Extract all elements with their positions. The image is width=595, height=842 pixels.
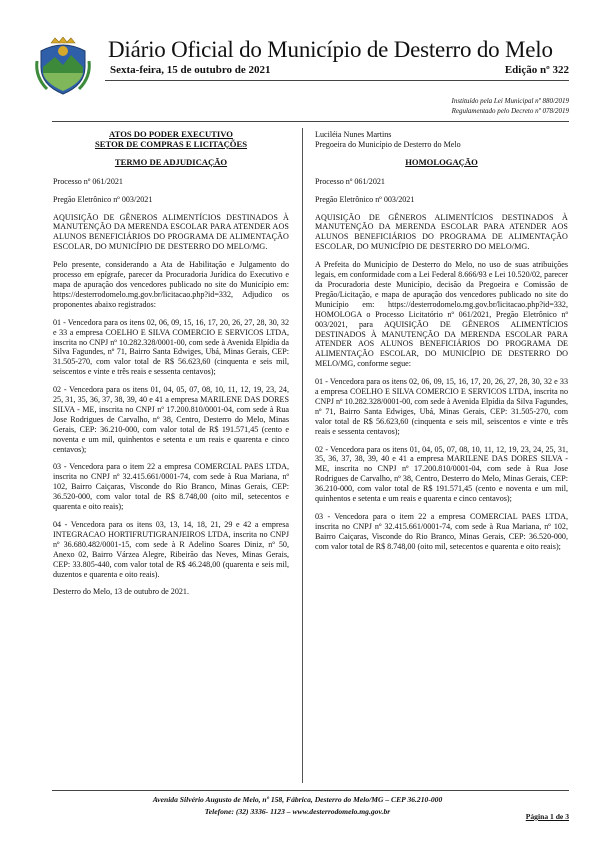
header-rule (105, 80, 569, 81)
signer-name: Luciléia Nunes Martins (315, 130, 392, 139)
intro-paragraph: Pelo presente, considerando a Ata de Habilitação e Julgamento do processo em epígrafe, parecer da Procuradoria Jurídica do Executivo e mapa de apuração dos vencedores publicado no site do Município em: https://desterrodomelo.mg.gov.br/licitacao.php?id=332, Adjudico os proponentes abaixo registrados: (53, 260, 289, 309)
award-item: 03 - Vencedora para o item 22 a empresa COMERCIAL PAES LTDA, inscrita no CNPJ nº 32.415.661/0001-74, com sede à Rua Mariana, nº 102, Bairro Caiçaras, Visconde do Rio Branco, Minas Gerais, CEP: 36.520-000, com valor total de R$ 8.748,00 (oito mil, setecentos e quarenta e oito reais); (53, 462, 289, 512)
header-rule-bottom (52, 121, 569, 122)
publication-date: Sexta-feira, 15 de outubro de 2021 (110, 64, 271, 76)
pregao-number: Pregão Eletrônico nº 003/2021 (315, 194, 415, 204)
homologation-item: 02 - Vencedora para os itens 01, 04, 05, 07, 08, 10, 11, 12, 19, 23, 24, 25, 31, 35, 36, 37, 38, 39, 40 e 41 a empresa MARILENE DAS DORES SILVA - ME, inscrita no CNPJ nº 17.200.810/0001-04, com sede à Rua Jose Rodrigues de Carvalho, nº 38, Centro, Desterro do Melo, Minas Gerais, CEP: 36.210-000, com valor total de R$ 191.571,45 (cento e noventa e um mil, quinhentos e setenta e um reais e quarenta e cinco centavos); (315, 444, 568, 504)
homologation-item: 03 - Vencedora para o item 22 a empresa COMERCIAL PAES LTDA, inscrita no CNPJ nº 32.415.661/0001-74, com sede à Rua Mariana, nº 102, Bairro Caiçaras, Visconde do Rio Branco, Minas Gerais, CEP: 36.520-000, com valor total de R$ 8.748,00 (oito mil, setecentos e quarenta e oito reais); (315, 512, 568, 551)
object-description: AQUISIÇÃO DE GÊNEROS ALIMENTÍCIOS DESTINADOS À MANUTENÇÃO DA MERENDA ESCOLAR PARA ATENDER AOS ALUNOS BENEFICIÁRIOS DO PROGRAMA DE ALIMENTAÇÃO ESCOLAR, DO MUNICÍPIO DE DESTERRO DO MELO/MG. (315, 212, 568, 252)
object-description: AQUISIÇÃO DE GÊNEROS ALIMENTÍCIOS DESTINADOS À MANUTENÇÃO DA MERENDA ESCOLAR PARA ATENDER AOS ALUNOS BENEFICIÁRIOS DO PROGRAMA DE ALIMENTAÇÃO ESCOLAR, DO MUNICÍPIO DE DESTERRO DO MELO/MG. (53, 212, 289, 252)
left-column (53, 130, 289, 605)
award-item: 04 - Vencedora para os itens 03, 13, 14, 18, 21, 29 e 42 a empresa INTEGRACAO HORTIFRUTIGRANJEIROS LTDA, inscrita no CNPJ nº 36.680.482/0001-15, com sede à R Adelino Soares Diniz, nº 50, Anexo 02, Bairro Várzea Alegre, Ribeirão das Neves, Minas Gerais, CEP: 33.805-440, com valor total de R$ 46.248,00 (quarenta e seis mil, duzentos e quarenta e oito reais). (53, 520, 289, 579)
homologation-item: 01 - Vencedora para os itens 02, 06, 09, 15, 16, 17, 20, 26, 27, 28, 30, 32 e 33 a empresa COELHO E SILVA COMERCIO E SERVICOS LTDA, inscrita no CNPJ nº 10.282.328/0001-00, com sede à Avenida Elpídia da Silva Fagundes, nº 71, Bairro Santa Edwiges, Ubá, Minas Gerais, CEP: 31.505-270, com valor total de R$ 56.623,60 (cinquenta e seis mil, seiscentos e vinte e três reais e sessenta centavos); (315, 377, 568, 436)
document-heading: TERMO DE ADJUDICAÇÃO (114, 156, 228, 167)
process-number: Processo nº 061/2021 (315, 176, 385, 186)
footer-address: Avenida Silvério Augusto de Melo, nº 158, Fábrica, Desterro do Melo/MG – CEP 36.210-000 (152, 795, 443, 804)
document-heading: HOMOLOGAÇÃO (405, 156, 478, 167)
page-number: Página 1 de 3 (525, 812, 569, 821)
right-column (315, 130, 568, 560)
regulation-decree: Regulamentado pelo Decreto nº 078/2019 (451, 107, 569, 115)
edition-number: Edição nº 322 (504, 64, 569, 76)
process-number: Processo nº 061/2021 (53, 176, 123, 186)
footer-contact: Telefone: (32) 3336- 1123 – www.desterrodomelo.mg.gov.br (204, 807, 391, 816)
section-subheading: SETOR DE COMPRAS E LICITAÇÕES (94, 138, 247, 149)
page-title: Diário Oficial do Município de Desterro do Melo (108, 37, 553, 62)
signer-role: Pregoeira do Município de Desterro do Melo (315, 139, 461, 149)
pregao-number: Pregão Eletrônico nº 003/2021 (53, 194, 153, 204)
institution-law: Instituído pela Lei Municipal nº 880/2019 (451, 97, 569, 105)
footer-rule (52, 790, 569, 791)
intro-paragraph: A Prefeita do Município de Desterro do Melo, no uso de suas atribuições legais, em conformidade com a Lei Federal 8.666/93 e Lei 10.520/02, parecer da Procuradoria deste Município, decisão da Pregoeira e Comissão de Pregão/Licitação, e mapa de apuração dos vencedores publicado no site do Município em: https://desterrodomelo.mg.gov.br/licitacao.php?id=332, HOMOLOGA o Processo Licitatório nº 061/2021, Pregão Eletrônico nº 003/2021, para AQUISIÇÃO DE GÊNEROS ALIMENTÍCIOS DESTINADOS À MANUTENÇÃO DA MERENDA ESCOLAR PARA ATENDER AOS ALUNOS BENEFICIÁRIOS DO PROGRAMA DE ALIMENTAÇÃO ESCOLAR, DO MUNICÍPIO DE DESTERRO DO MELO/MG, conforme segue: (315, 260, 568, 369)
municipal-crest-icon (33, 37, 93, 97)
section-heading: ATOS DO PODER EXECUTIVO (109, 129, 233, 139)
column-divider (302, 128, 303, 783)
award-item: 02 - Vencedora para os itens 01, 04, 05, 07, 08, 10, 11, 12, 19, 23, 24, 25, 31, 35, 36, 37, 38, 39, 40 e 41 a empresa MARILENE DAS DORES SILVA - ME, inscrita no CNPJ nº 17.200.810/0001-04, com sede à Rua Jose Rodrigues de Carvalho, nº 38, Centro, Desterro do Melo, Minas Gerais, CEP: 36.210-000, com valor total de R$ 191.571,45 (cento e noventa e um mil, quinhentos e setenta e um reais e quarenta e cinco centavos); (53, 385, 289, 454)
award-item: 01 - Vencedora para os itens 02, 06, 09, 15, 16, 17, 20, 26, 27, 28, 30, 32 e 33 a empresa COELHO E SILVA COMERCIO E SERVICOS LTDA, inscrita no CNPJ nº 10.282.328/0001-00, com sede à Avenida Elpídia da Silva Fagundes, nº 71, Bairro Santa Edwiges, Ubá, Minas Gerais, CEP: 31.505-270, com valor total de R$ 56.623,60 (cinquenta e seis mil, seiscentos e vinte e três reais e sessenta centavos); (53, 317, 289, 377)
closing-date: Desterro do Melo, 13 de outubro de 2021. (53, 587, 189, 597)
